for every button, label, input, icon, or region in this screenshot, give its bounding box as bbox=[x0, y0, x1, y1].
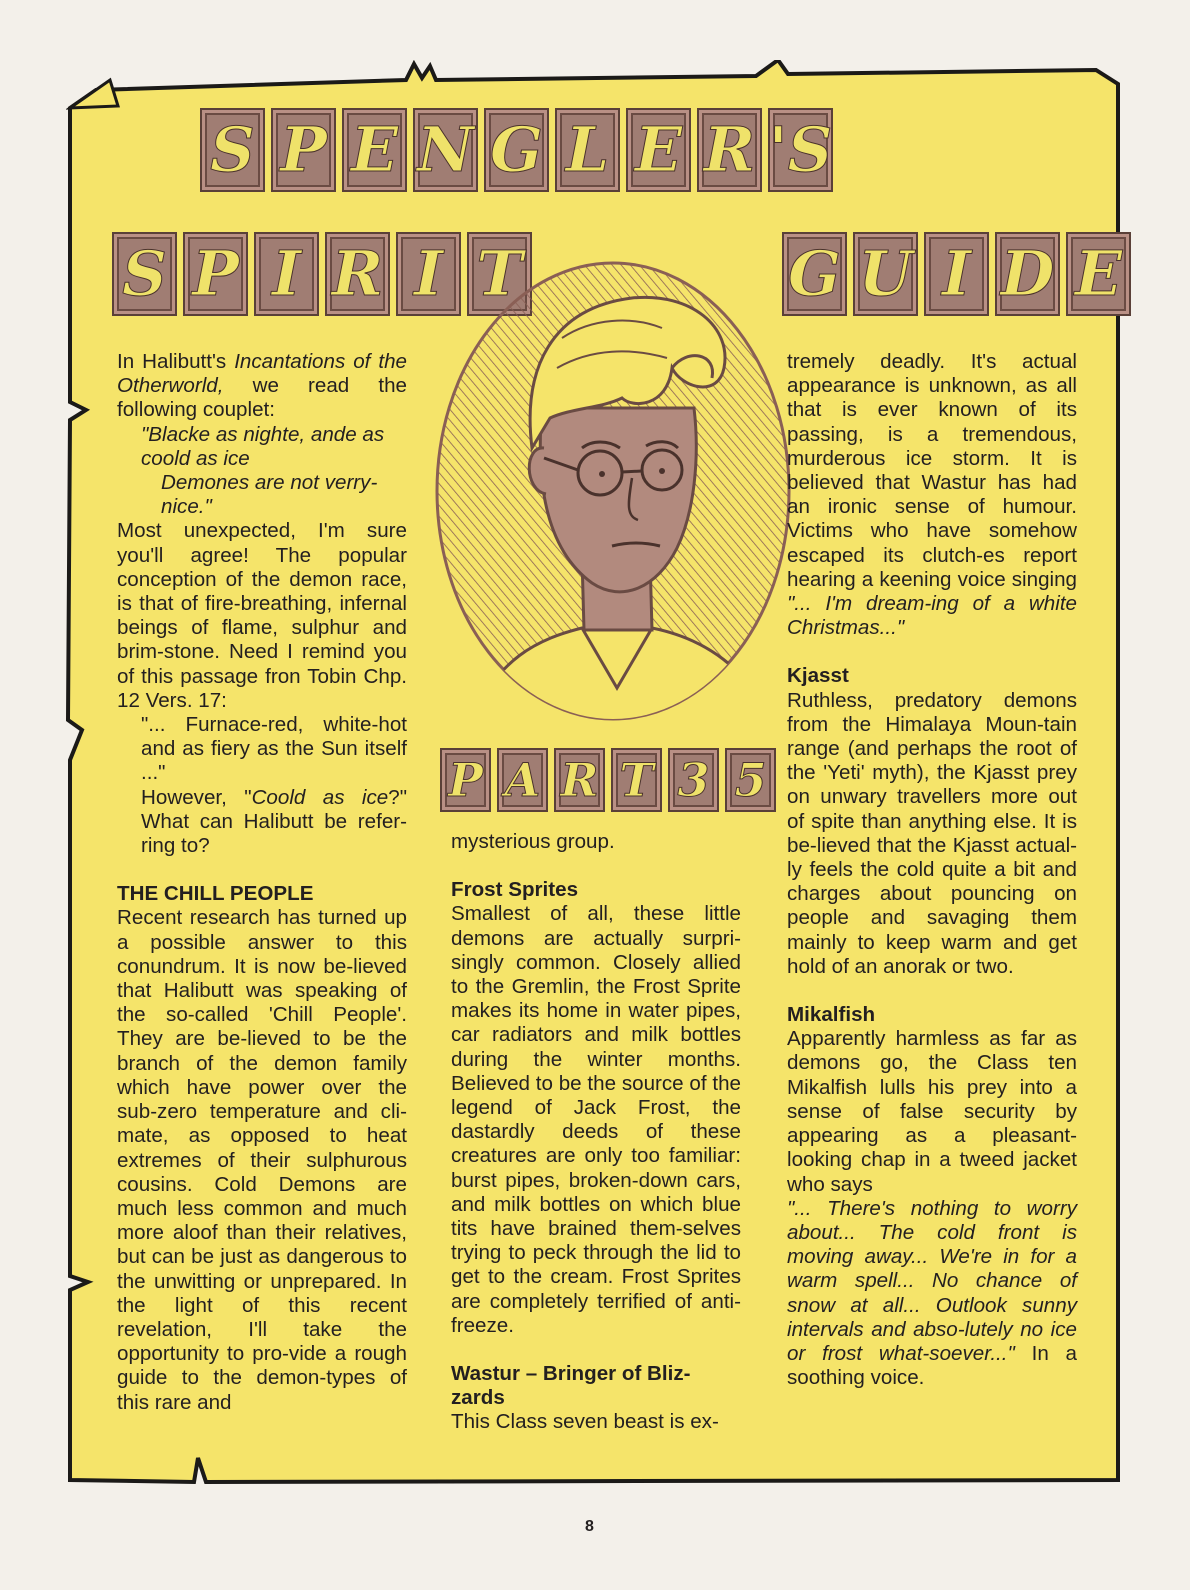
title-guide bbox=[782, 232, 1131, 316]
heading-kjasst: Kjasst bbox=[787, 664, 849, 688]
quote: "... Furnace-red, white-hot and as fiery as the Sun itself ..." bbox=[141, 713, 407, 785]
title-letter: S bbox=[112, 232, 177, 316]
title-letter: P bbox=[183, 232, 248, 316]
forecast-quote: "... There's nothing to worry about... The cold front is moving away... We're in for a warm spell... No chance of snow at all... Outlook sunny intervals and abso-lutely no ice or frost what-soever..." bbox=[787, 1196, 1077, 1365]
heading-chill-people: THE CHILL PEOPLE bbox=[117, 882, 314, 906]
emphasis: Coold as ice bbox=[251, 785, 389, 809]
paragraph: Apparently harmless as far as demons go, the Class ten Mikalfish lulls his prey into a sense of false security by appearing as a pleasant-looking chap in a tweed jacket who says bbox=[787, 1027, 1077, 1196]
spengler-portrait bbox=[432, 258, 794, 724]
title-letter: L bbox=[555, 108, 620, 192]
title-letter: G bbox=[484, 108, 549, 192]
column-left bbox=[117, 350, 407, 1415]
intro-text: we read the following couplet: bbox=[117, 374, 407, 422]
title-letter: U bbox=[853, 232, 918, 316]
title-letter: 'S bbox=[768, 108, 833, 192]
title-letter: E bbox=[1066, 232, 1131, 316]
title-letter: P bbox=[271, 108, 336, 192]
title-letter: T bbox=[611, 748, 662, 812]
paragraph bbox=[787, 1197, 1077, 1391]
title-part-35 bbox=[440, 748, 776, 812]
title-letter: R bbox=[697, 108, 762, 192]
heading-frost-sprites: Frost Sprites bbox=[451, 878, 579, 902]
page-number: 8 bbox=[585, 1518, 594, 1535]
paragraph: Ruthless, predatory demons from the Himalaya Moun-tain range (and perhaps the root of the 'Yeti' myth), the Kjasst prey on unwary travellers more out of spite than anything else. It is be-lieved that the Kjasst actual-ly feels the cold quite a bit and charges about pouncing on people and savaging them mainly to keep warm and get hold of an anorak or two. bbox=[787, 688, 1077, 978]
title-letter: A bbox=[497, 748, 548, 812]
paragraph bbox=[117, 786, 407, 859]
title-letter: I bbox=[254, 232, 319, 316]
title-letter: 3 bbox=[668, 748, 719, 812]
paragraph: Recent research has turned up a possible answer to this conundrum. It is now be-lieved that Halibutt was speaking of the so-called 'Chill People'. They are be-lieved to be the branch of the demon family which have power over the sub-zero temperature and cli-mate, as opposed to heat extremes of their sulphurous cousins. Cold Demons are much less common and much more aloof than their relatives, but can be just as dangerous to the unwitting or unprepared. In the light of this recent revelation, I'll take the opportunity to pro-vide a rough guide to the demon-types of this rare and bbox=[117, 906, 407, 1414]
paragraph-text: ?" What can Halibutt be refer-ring to? bbox=[141, 785, 407, 858]
title-letter: G bbox=[782, 232, 847, 316]
title-letter: E bbox=[342, 108, 407, 192]
title-spenglers bbox=[200, 108, 833, 192]
heading-wastur: Wastur – Bringer of Bliz-zards bbox=[451, 1362, 691, 1410]
intro-paragraph bbox=[117, 350, 407, 423]
paragraph-text: tremely deadly. It's actual appearance is unknown, as all that is ever known of its passing, is a tremendous, murderous ice storm. It is believed that Wastur has had an ironic sense of humour. Victims who have somehow escaped its clutch-es report hearing a keening voice singing bbox=[787, 350, 1077, 591]
title-letter: E bbox=[626, 108, 691, 192]
paragraph-text: In a soothing voice. bbox=[787, 1341, 1078, 1390]
title-letter: I bbox=[924, 232, 989, 316]
heading-mikalfish: Mikalfish bbox=[787, 1003, 876, 1027]
verse-line bbox=[117, 423, 407, 471]
title-letter: R bbox=[554, 748, 605, 812]
title-letter: N bbox=[413, 108, 478, 192]
title-letter: 5 bbox=[725, 748, 776, 812]
paragraph bbox=[787, 350, 1077, 640]
title-letter: S bbox=[200, 108, 265, 192]
intro-text: In Halibutt's bbox=[117, 350, 235, 373]
paragraph: This Class seven beast is ex- bbox=[451, 1410, 719, 1434]
title-letter: T bbox=[467, 232, 532, 316]
paragraph: mysterious group. bbox=[451, 830, 615, 853]
title-letter: P bbox=[440, 748, 491, 812]
title-letter: R bbox=[325, 232, 390, 316]
verse-text: Demones are not verry-nice." bbox=[161, 471, 378, 519]
verse-line bbox=[117, 471, 407, 519]
verse-text: "Blacke as nighte, ande as coold as ice bbox=[141, 422, 385, 470]
paragraph-text: However, " bbox=[141, 785, 252, 809]
paragraph: Most unexpected, I'm sure you'll agree! The popular conception of the demon race, is that of fire-breathing, infernal beings of flame, sulphur and brim-stone. Need I remind you of this passage fron Tobin Chp. 12 Vers. 17: bbox=[117, 519, 407, 712]
paragraph: Smallest of all, these little demons are actually surpri-singly common. Closely allied to the Gremlin, the Frost Sprite makes its home in water pipes, car radiators and milk bottles during the winter months. Believed to be the source of the legend of Jack Frost, the dastardly deeds of these creatures are only too familiar: burst pipes, broken-down cars, and milk bottles on which blue tits have brained them-selves trying to peck through the lid to get to the cream. Frost Sprites are completely terrified of anti-freeze. bbox=[451, 902, 741, 1337]
title-letter: D bbox=[995, 232, 1060, 316]
song-quote: "... I'm dream-ing of a white Christmas..." bbox=[787, 592, 1077, 640]
column-right bbox=[787, 350, 1077, 1390]
title-letter: I bbox=[396, 232, 461, 316]
book-title: Incantations of the Otherworld, bbox=[117, 350, 407, 398]
column-middle bbox=[451, 830, 741, 1435]
